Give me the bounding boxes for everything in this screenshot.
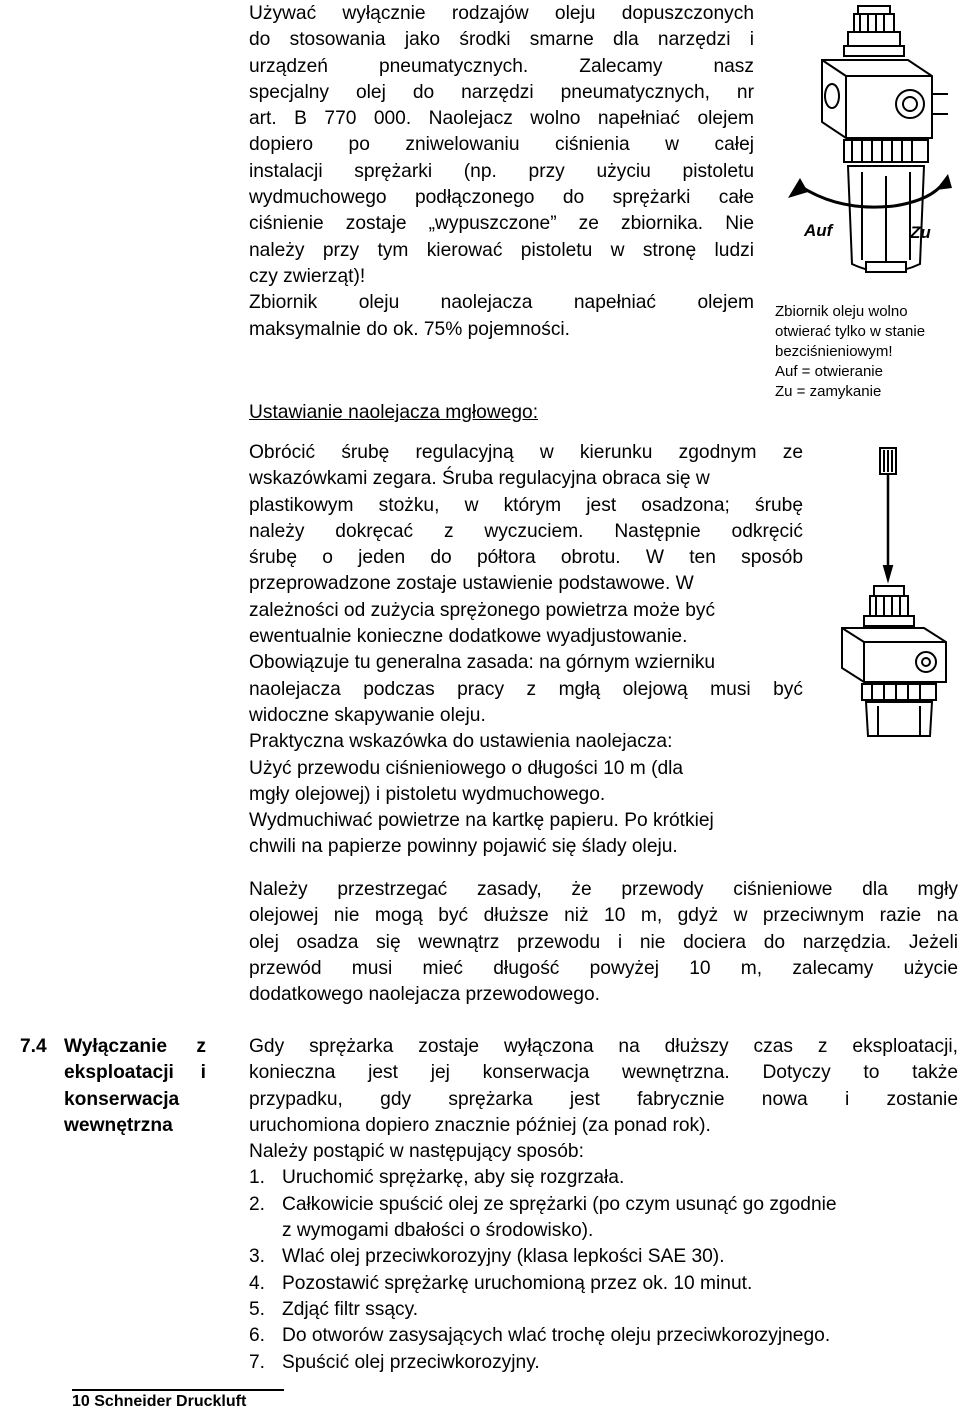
footer-brand: Schneider Druckluft xyxy=(94,1393,247,1410)
caption-line: Zu = zamykanie xyxy=(775,383,882,400)
text-line: olej osadza się wewnątrz przewodu i nie dociera do narzędzia. Jeżeli xyxy=(249,931,958,953)
text-line: mgły olejowej) i pistoletu wydmuchowego. xyxy=(249,783,606,805)
text-line: chwili na papierze powinny pojawić się ślady oleju. xyxy=(249,836,678,858)
step-number: 7. xyxy=(249,1351,266,1373)
steps-lead: Należy postąpić w następujący sposób: xyxy=(249,1141,584,1163)
list-item xyxy=(249,1297,958,1323)
text-line: przewód musi mieć długość powyżej 10 m, zalecamy użycie xyxy=(249,957,958,979)
text-line: Wydmuchiwać powietrze na kartkę papieru. Po krótkiej xyxy=(249,810,714,832)
step-number: 2. xyxy=(249,1193,266,1215)
text-line: ewentualnie konieczne dodatkowe wyadjustowanie. xyxy=(249,626,688,648)
step-text: Wlać olej przeciwkorozyjny (klasa lepkości SAE 30). xyxy=(282,1246,725,1268)
step-text: Całkowicie spuścić olej ze sprężarki (po czym usunąć go zgodnie xyxy=(282,1193,837,1215)
section-title xyxy=(64,1034,206,1139)
text-line: przypadku, gdy sprężarka jest fabrycznie nowa i zostanie xyxy=(249,1088,958,1110)
section-title-line: eksploatacji i xyxy=(64,1062,206,1084)
section-body xyxy=(249,1034,958,1376)
text-line: zależności od zużycia sprężonego powietrza może być xyxy=(249,599,716,621)
auf-label: Auf xyxy=(804,221,833,240)
intro-paragraph xyxy=(249,1,754,343)
text-line: czy zwierząt)! xyxy=(249,265,366,287)
text-line: należy przy tym kierować pistoletu w stronę ludzi xyxy=(249,239,754,261)
figure-caption xyxy=(775,302,955,402)
hose-paragraph xyxy=(249,877,958,1008)
text-line: konieczna jest jej konserwacja wewnętrzna. Dotyczy to także xyxy=(249,1062,958,1084)
list-item xyxy=(249,1165,958,1191)
section-title-line: konserwacja xyxy=(64,1088,180,1110)
footer-rule xyxy=(72,1389,284,1391)
mist-paragraph xyxy=(249,440,803,861)
caption-line: Auf = otwieranie xyxy=(775,363,883,380)
text-line: wskazówkami zegara. Śruba regulacyjna obraca się w xyxy=(249,468,710,490)
adjusting-screw-illustration xyxy=(834,446,954,738)
list-item xyxy=(249,1192,958,1245)
section-heading xyxy=(20,1034,206,1139)
section-title-line: Wyłączanie z xyxy=(64,1036,206,1057)
text-line: do stosowania jako środki smarne dla narzędzi i xyxy=(249,29,754,51)
zu-label: Zu xyxy=(910,223,931,242)
text-line: Obowiązuje tu generalna zasada: na górnym wzierniku xyxy=(249,652,716,674)
text-line: śrubę o jeden do półtora obrotu. W ten sposób xyxy=(249,547,803,569)
text-line: Obrócić śrubę regulacyjną w kierunku zgodnym ze xyxy=(249,442,803,463)
subsection-heading: Ustawianie naolejacza mgłowego: xyxy=(249,402,539,423)
text-line: plastikowym stożku, w którym jest osadzona; śrubę xyxy=(249,494,803,516)
text-line: naolejacza podczas pracy z mgłą olejową musi być xyxy=(249,678,803,700)
text-line: dopiero po zniwelowaniu ciśnienia w całej xyxy=(249,134,754,156)
text-line: art. B 770 000. Naolejacz wolno napełniać olejem xyxy=(249,108,754,130)
step-text: z wymogami dbałości o środowisko). xyxy=(282,1220,594,1242)
list-item xyxy=(249,1350,958,1376)
section-number: 7.4 xyxy=(20,1036,47,1057)
text-line: ciśnienie zostaje „wypuszczone” ze zbiornika. Nie xyxy=(249,213,754,235)
oil-reservoir-illustration xyxy=(782,0,954,300)
text-line: specjalny olej do narzędzi pneumatycznych, nr xyxy=(249,81,754,103)
text-line: Zbiornik oleju naolejacza napełniać olejem xyxy=(249,292,754,314)
step-text: Zdjąć filtr ssący. xyxy=(282,1298,419,1320)
caption-line: bezciśnieniowym! xyxy=(775,343,893,360)
text-line: Użyć przewodu ciśnieniowego o długości 10 m (dla xyxy=(249,757,684,779)
text-line: dodatkowego naolejacza przewodowego. xyxy=(249,984,600,1006)
list-item xyxy=(249,1323,958,1349)
step-text: Uruchomić sprężarkę, aby się rozgrzała. xyxy=(282,1167,625,1189)
step-number: 6. xyxy=(249,1325,266,1347)
text-line: widoczne skapywanie oleju. xyxy=(249,704,486,726)
text-line: urządzeń pneumatycznych. Zalecamy nasz xyxy=(249,55,754,77)
page-footer xyxy=(72,1392,246,1412)
page-number: 10 xyxy=(72,1393,90,1410)
steps-list xyxy=(249,1165,958,1375)
text-line: Należy przestrzegać zasady, że przewody ciśnieniowe dla mgły xyxy=(249,879,958,900)
step-text: Do otworów zasysających wlać trochę oleju przeciwkorozyjnego. xyxy=(282,1325,831,1347)
step-number: 1. xyxy=(249,1167,266,1189)
step-number: 5. xyxy=(249,1298,266,1320)
text-line: uruchomiona dopiero znacznie później (za ponad rok). xyxy=(249,1114,711,1136)
text-line: Gdy sprężarka zostaje wyłączona na dłuższy czas z eksploatacji, xyxy=(249,1036,958,1057)
step-number: 4. xyxy=(249,1272,266,1294)
step-text: Spuścić olej przeciwkorozyjny. xyxy=(282,1351,540,1373)
list-item xyxy=(249,1271,958,1297)
text-line: olejowej nie mogą być dłuższe niż 10 m, gdyż w przeciwnym razie na xyxy=(249,905,958,927)
text-line: przeprowadzone zostaje ustawienie podstawowe. W xyxy=(249,573,694,595)
text-line: należy dokręcać z wyczuciem. Następnie odkręcić xyxy=(249,520,803,542)
list-item xyxy=(249,1244,958,1270)
text-line: wydmuchowego podłączonego do sprężarki całe xyxy=(249,187,754,209)
caption-line: otwierać tylko w stanie xyxy=(775,323,926,340)
section-title-line: wewnętrzna xyxy=(64,1114,173,1136)
caption-line: Zbiornik oleju wolno xyxy=(775,303,908,320)
text-line: Używać wyłącznie rodzajów oleju dopuszczonych xyxy=(249,3,754,24)
step-number: 3. xyxy=(249,1246,266,1268)
text-line: Praktyczna wskazówka do ustawienia naolejacza: xyxy=(249,731,673,753)
text-line: maksymalnie do ok. 75% pojemności. xyxy=(249,318,571,340)
step-text: Pozostawić sprężarkę uruchomioną przez ok. 10 minut. xyxy=(282,1272,753,1294)
text-line: instalacji sprężarki (np. przy użyciu pistoletu xyxy=(249,160,754,182)
